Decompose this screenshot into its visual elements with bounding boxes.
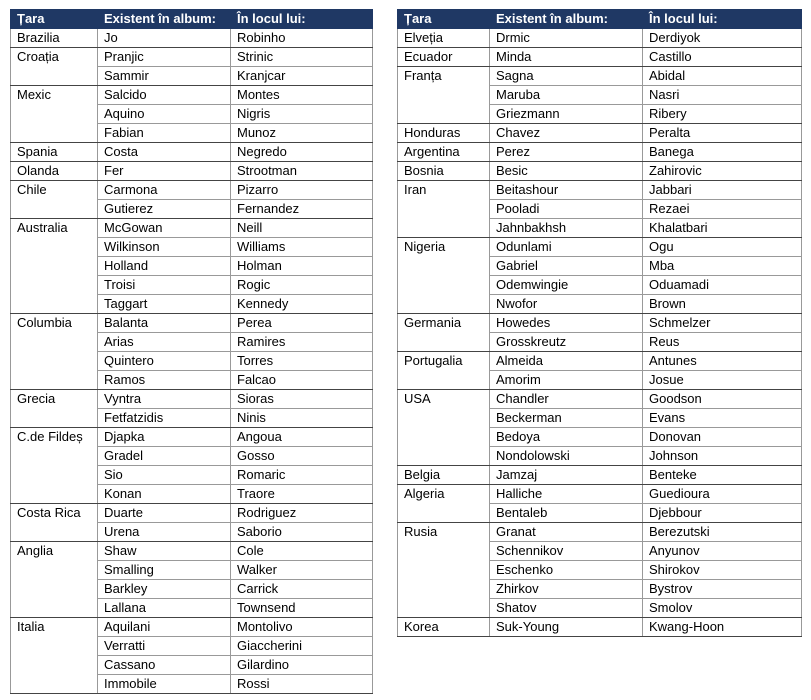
header-replacement: În locul lui: [643, 10, 802, 29]
replacement-player-cell: Mba [643, 257, 802, 276]
table-row [11, 504, 373, 523]
existing-player-cell: Odemwingie [490, 276, 643, 295]
replacement-player-cell: Walker [231, 561, 373, 580]
existing-player-cell: Halliche [490, 485, 643, 504]
replacement-player-cell: Holman [231, 257, 373, 276]
replacement-player-cell: Donovan [643, 428, 802, 447]
replacement-player-cell: Traore [231, 485, 373, 504]
existing-player-cell: Fer [98, 162, 231, 181]
replacement-player-cell: Peralta [643, 124, 802, 143]
country-cell: Spania [11, 143, 98, 162]
table-row [11, 428, 373, 447]
replacement-player-cell: Banega [643, 143, 802, 162]
country-cell: Belgia [398, 466, 490, 485]
country-cell: Mexic [11, 86, 98, 143]
replacement-player-cell: Bystrov [643, 580, 802, 599]
table-row [11, 181, 373, 200]
existing-player-cell: Urena [98, 523, 231, 542]
table-row [398, 485, 802, 504]
replacement-player-cell: Sioras [231, 390, 373, 409]
existing-player-cell: Drmic [490, 29, 643, 48]
replacement-player-cell: Negredo [231, 143, 373, 162]
replacement-player-cell: Falcao [231, 371, 373, 390]
country-cell: Italia [11, 618, 98, 694]
table-row [11, 162, 373, 181]
table-row [11, 219, 373, 238]
existing-player-cell: Perez [490, 143, 643, 162]
existing-player-cell: Gabriel [490, 257, 643, 276]
existing-player-cell: Jo [98, 29, 231, 48]
replacement-player-cell: Kranjcar [231, 67, 373, 86]
table-row [11, 29, 373, 48]
existing-player-cell: Cassano [98, 656, 231, 675]
replacement-player-cell: Gosso [231, 447, 373, 466]
replacement-player-cell: Zahirovic [643, 162, 802, 181]
existing-player-cell: Ramos [98, 371, 231, 390]
country-cell: Argentina [398, 143, 490, 162]
existing-player-cell: Salcido [98, 86, 231, 105]
existing-player-cell: Besic [490, 162, 643, 181]
existing-player-cell: Nondolowski [490, 447, 643, 466]
replacement-player-cell: Guedioura [643, 485, 802, 504]
country-cell: Chile [11, 181, 98, 219]
replacement-player-cell: Montolivo [231, 618, 373, 637]
existing-player-cell: Amorim [490, 371, 643, 390]
existing-player-cell: Bentaleb [490, 504, 643, 523]
replacement-player-cell: Johnson [643, 447, 802, 466]
replacement-player-cell: Munoz [231, 124, 373, 143]
existing-player-cell: Griezmann [490, 105, 643, 124]
replacement-player-cell: Cole [231, 542, 373, 561]
country-cell: Elveția [398, 29, 490, 48]
table-header-row [398, 10, 802, 29]
existing-player-cell: Aquino [98, 105, 231, 124]
country-cell: Nigeria [398, 238, 490, 314]
right-roster-table [397, 9, 802, 637]
replacement-player-cell: Neill [231, 219, 373, 238]
existing-player-cell: Sammir [98, 67, 231, 86]
replacement-player-cell: Rezaei [643, 200, 802, 219]
replacement-player-cell: Ribery [643, 105, 802, 124]
replacement-player-cell: Giaccherini [231, 637, 373, 656]
existing-player-cell: Aquilani [98, 618, 231, 637]
existing-player-cell: Duarte [98, 504, 231, 523]
country-cell: Iran [398, 181, 490, 238]
replacement-player-cell: Perea [231, 314, 373, 333]
replacement-player-cell: Ramires [231, 333, 373, 352]
table-row [11, 542, 373, 561]
existing-player-cell: Lallana [98, 599, 231, 618]
replacement-player-cell: Shirokov [643, 561, 802, 580]
existing-player-cell: Granat [490, 523, 643, 542]
replacement-player-cell: Williams [231, 238, 373, 257]
existing-player-cell: Jamzaj [490, 466, 643, 485]
replacement-player-cell: Robinho [231, 29, 373, 48]
table-row [398, 618, 802, 637]
existing-player-cell: Konan [98, 485, 231, 504]
replacement-player-cell: Angoua [231, 428, 373, 447]
replacement-player-cell: Jabbari [643, 181, 802, 200]
existing-player-cell: Fetfatzidis [98, 409, 231, 428]
replacement-player-cell: Khalatbari [643, 219, 802, 238]
country-cell: Portugalia [398, 352, 490, 390]
existing-player-cell: Suk-Young [490, 618, 643, 637]
existing-player-cell: Beitashour [490, 181, 643, 200]
existing-player-cell: Grosskreutz [490, 333, 643, 352]
replacement-player-cell: Antunes [643, 352, 802, 371]
country-cell: Korea [398, 618, 490, 637]
replacement-player-cell: Djebbour [643, 504, 802, 523]
replacement-player-cell: Saborio [231, 523, 373, 542]
table-row [11, 86, 373, 105]
table-row [398, 314, 802, 333]
existing-player-cell: Shatov [490, 599, 643, 618]
replacement-player-cell: Goodson [643, 390, 802, 409]
country-cell: Grecia [11, 390, 98, 428]
left-roster-body [11, 29, 373, 694]
country-cell: Rusia [398, 523, 490, 618]
country-cell: Germania [398, 314, 490, 352]
existing-player-cell: Gutierez [98, 200, 231, 219]
replacement-player-cell: Pizarro [231, 181, 373, 200]
replacement-player-cell: Schmelzer [643, 314, 802, 333]
replacement-player-cell: Ninis [231, 409, 373, 428]
table-row [398, 523, 802, 542]
replacement-player-cell: Carrick [231, 580, 373, 599]
existing-player-cell: Sagna [490, 67, 643, 86]
existing-player-cell: Immobile [98, 675, 231, 694]
table-row [398, 352, 802, 371]
existing-player-cell: Nwofor [490, 295, 643, 314]
existing-player-cell: Quintero [98, 352, 231, 371]
table-row [11, 48, 373, 67]
country-cell: Algeria [398, 485, 490, 523]
table-row [11, 143, 373, 162]
existing-player-cell: Schennikov [490, 542, 643, 561]
replacement-player-cell: Oduamadi [643, 276, 802, 295]
replacement-player-cell: Kwang-Hoon [643, 618, 802, 637]
country-cell: Croația [11, 48, 98, 86]
replacement-player-cell: Smolov [643, 599, 802, 618]
replacement-player-cell: Ogu [643, 238, 802, 257]
replacement-player-cell: Townsend [231, 599, 373, 618]
country-cell: Olanda [11, 162, 98, 181]
country-cell: Bosnia [398, 162, 490, 181]
table-row [398, 29, 802, 48]
table-header-row [11, 10, 373, 29]
replacement-player-cell: Rogic [231, 276, 373, 295]
replacement-player-cell: Romaric [231, 466, 373, 485]
existing-player-cell: Costa [98, 143, 231, 162]
replacement-player-cell: Montes [231, 86, 373, 105]
existing-player-cell: Pooladi [490, 200, 643, 219]
table-row [398, 390, 802, 409]
table-row [398, 162, 802, 181]
existing-player-cell: Sio [98, 466, 231, 485]
replacement-player-cell: Strootman [231, 162, 373, 181]
replacement-player-cell: Abidal [643, 67, 802, 86]
replacement-player-cell: Berezutski [643, 523, 802, 542]
existing-player-cell: Wilkinson [98, 238, 231, 257]
replacement-player-cell: Fernandez [231, 200, 373, 219]
table-row [11, 314, 373, 333]
table-row [398, 238, 802, 257]
country-cell: C.de Fildeș [11, 428, 98, 504]
country-cell: Ecuador [398, 48, 490, 67]
table-row [398, 466, 802, 485]
table-row [398, 48, 802, 67]
header-country: Țara [398, 10, 490, 29]
existing-player-cell: Zhirkov [490, 580, 643, 599]
existing-player-cell: Pranjic [98, 48, 231, 67]
existing-player-cell: McGowan [98, 219, 231, 238]
existing-player-cell: Djapka [98, 428, 231, 447]
existing-player-cell: Taggart [98, 295, 231, 314]
existing-player-cell: Chandler [490, 390, 643, 409]
existing-player-cell: Carmona [98, 181, 231, 200]
table-row [11, 618, 373, 637]
existing-player-cell: Arias [98, 333, 231, 352]
replacement-player-cell: Rodriguez [231, 504, 373, 523]
country-cell: USA [398, 390, 490, 466]
table-row [398, 143, 802, 162]
country-cell: Franța [398, 67, 490, 124]
table-row [11, 390, 373, 409]
existing-player-cell: Shaw [98, 542, 231, 561]
replacement-player-cell: Strinic [231, 48, 373, 67]
existing-player-cell: Gradel [98, 447, 231, 466]
country-cell: Costa Rica [11, 504, 98, 542]
existing-player-cell: Vyntra [98, 390, 231, 409]
replacement-player-cell: Torres [231, 352, 373, 371]
existing-player-cell: Troisi [98, 276, 231, 295]
existing-player-cell: Odunlami [490, 238, 643, 257]
table-row [398, 67, 802, 86]
right-roster-body [398, 29, 802, 637]
existing-player-cell: Bedoya [490, 428, 643, 447]
replacement-player-cell: Brown [643, 295, 802, 314]
replacement-player-cell: Gilardino [231, 656, 373, 675]
replacement-player-cell: Reus [643, 333, 802, 352]
existing-player-cell: Beckerman [490, 409, 643, 428]
country-cell: Honduras [398, 124, 490, 143]
replacement-player-cell: Derdiyok [643, 29, 802, 48]
existing-player-cell: Minda [490, 48, 643, 67]
existing-player-cell: Fabian [98, 124, 231, 143]
replacement-player-cell: Castillo [643, 48, 802, 67]
existing-player-cell: Jahnbakhsh [490, 219, 643, 238]
existing-player-cell: Almeida [490, 352, 643, 371]
header-country: Țara [11, 10, 98, 29]
replacement-player-cell: Kennedy [231, 295, 373, 314]
existing-player-cell: Barkley [98, 580, 231, 599]
replacement-player-cell: Josue [643, 371, 802, 390]
existing-player-cell: Smalling [98, 561, 231, 580]
replacement-player-cell: Anyunov [643, 542, 802, 561]
country-cell: Anglia [11, 542, 98, 618]
replacement-player-cell: Benteke [643, 466, 802, 485]
country-cell: Columbia [11, 314, 98, 390]
existing-player-cell: Verratti [98, 637, 231, 656]
replacement-player-cell: Nigris [231, 105, 373, 124]
replacement-player-cell: Rossi [231, 675, 373, 694]
existing-player-cell: Eschenko [490, 561, 643, 580]
header-replacement: În locul lui: [231, 10, 373, 29]
existing-player-cell: Maruba [490, 86, 643, 105]
existing-player-cell: Howedes [490, 314, 643, 333]
header-existing: Existent în album: [98, 10, 231, 29]
replacement-player-cell: Evans [643, 409, 802, 428]
existing-player-cell: Balanta [98, 314, 231, 333]
table-row [398, 181, 802, 200]
country-cell: Brazilia [11, 29, 98, 48]
country-cell: Australia [11, 219, 98, 314]
existing-player-cell: Chavez [490, 124, 643, 143]
existing-player-cell: Holland [98, 257, 231, 276]
table-row [398, 124, 802, 143]
left-roster-table [10, 9, 373, 694]
header-existing: Existent în album: [490, 10, 643, 29]
replacement-player-cell: Nasri [643, 86, 802, 105]
